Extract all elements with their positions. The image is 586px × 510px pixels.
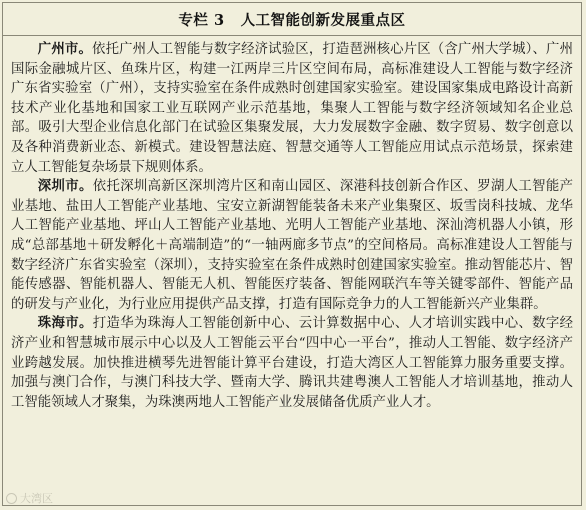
box-content [3, 36, 581, 412]
sidebar-box [2, 2, 582, 506]
box-title: 人工智能创新发展重点区 [240, 11, 406, 29]
watermark [6, 490, 53, 506]
box-label: 专栏 3 [178, 11, 225, 29]
watermark-text: 大湾区 [20, 492, 53, 505]
section-shenzhen [11, 177, 573, 314]
section-text: 打造华为珠海人工智能创新中心、云计算数据中心、人才培训实践中心、数字经济产业和智慧城市展示中心以及人工智能云平台“四中心一平台”，推动人工智能、数字经济产业跨越发展。加快推进横琴先进智能计算平台建设，打造大湾区人工智能算力服务重要支撑。加强与澳门合作，与澳门科技大学、暨南大学、腾讯共建粤澳人工智能人才培训基地，推动人工智能领域人才聚集，为珠澳两地人工智能产业发展储备优质产业人才。 [11, 316, 574, 410]
city-name: 深圳市。 [37, 178, 93, 195]
city-name: 珠海市。 [37, 315, 93, 332]
watermark-logo-icon [6, 493, 17, 504]
section-guangzhou [11, 40, 573, 177]
box-header [3, 3, 581, 36]
section-text: 依托深圳高新区深圳湾片区和南山园区、深港科技创新合作区、罗湖人工智能产业基地、盐田人工智能产业基地、宝安立新湖智能装备未来产业集聚区、坂雪岗科技城、龙华人工智能产业基地、坪山人工智能产业基地、光明人工智能产业基地、深汕湾机器人小镇，形成“总部基地＋研发孵化＋高端制造”的“一轴两廊多节点”的空间格局。高标准建设人工智能与数字经济广东省实验室（深圳），支持实验室在条件成熟时创建国家实验室。推动智能芯片、智能传感器、智能机器人、智能无人机、智能医疗装备、智能网联汽车等关键零部件、智能产品的研发与产业化，为行业应用提供产品支撑，打造有国际竞争力的人工智能新兴产业集群。 [11, 179, 574, 312]
section-text: 依托广州人工智能与数字经济试验区，打造琶洲核心片区（含广州大学城）、广州国际金融城片区、鱼珠片区，构建一江两岸三片区空间布局，高标准建设人工智能与数字经济广东省实验室（广州），支持实验室在条件成熟时创建国家实验室。建设国家集成电路设计高新技术产业化基地和国家工业互联网产业示范基地，集聚人工智能与数字经济领域知名企业总部。吸引大型企业信息化部门在试验区集聚发展，大力发展数字金融、数字贸易、数字创意以及各种消费新业态、新模式。建设智慧法庭、智慧交通等人工智能应用试点示范场景，探索建立人工智能复杂场景下规则体系。 [11, 42, 573, 175]
city-name: 广州市。 [37, 41, 93, 57]
section-zhuhai [11, 314, 573, 412]
